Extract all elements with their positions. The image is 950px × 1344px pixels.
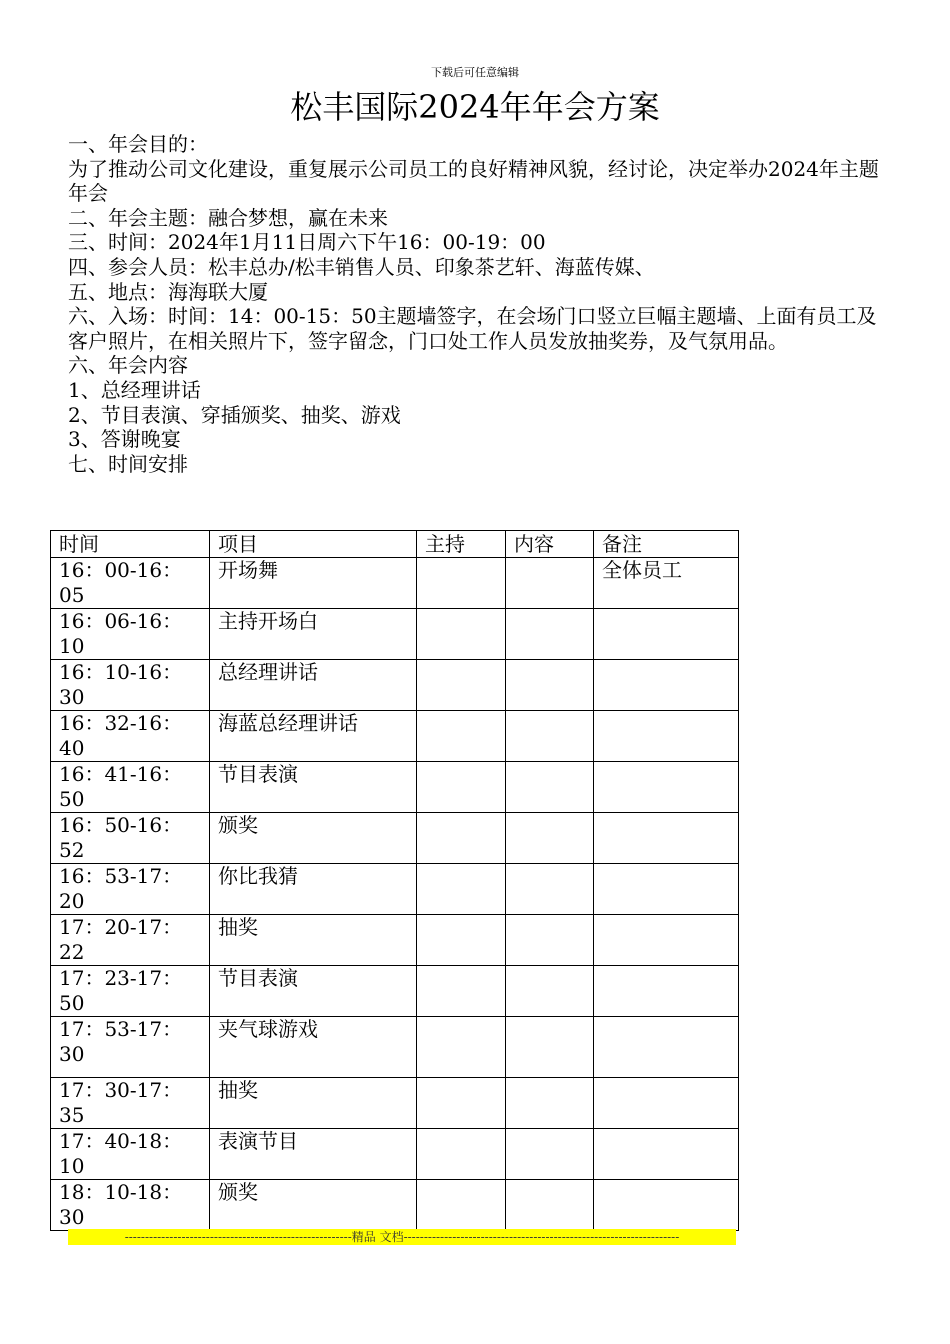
cell-time: 17：53-17：30	[51, 1017, 210, 1078]
cell-note	[594, 762, 739, 813]
cell-item: 你比我猜	[210, 864, 417, 915]
cell-time: 16：32-16：40	[51, 711, 210, 762]
table-row	[51, 966, 739, 1017]
cell-time: 18：10-18：30	[51, 1180, 210, 1231]
table-row	[51, 660, 739, 711]
cell-item: 海蓝总经理讲话	[210, 711, 417, 762]
cell-host	[417, 711, 506, 762]
cell-note	[594, 660, 739, 711]
cell-item: 颁奖	[210, 813, 417, 864]
cell-content	[506, 1180, 594, 1231]
cell-host	[417, 762, 506, 813]
section-purpose-heading: 一、年会目的：	[68, 132, 208, 156]
cell-time: 16：10-16：30	[51, 660, 210, 711]
document-body	[68, 132, 883, 476]
header-content: 内容	[506, 531, 594, 558]
cell-note: 全体员工	[594, 558, 739, 609]
cell-content	[506, 813, 594, 864]
cell-content	[506, 558, 594, 609]
cell-host	[417, 660, 506, 711]
header-host: 主持	[417, 531, 506, 558]
cell-content	[506, 1017, 594, 1078]
cell-item: 表演节目	[210, 1129, 417, 1180]
table-row	[51, 813, 739, 864]
header-note: 下载后可任意编辑	[431, 66, 519, 79]
table-row	[51, 762, 739, 813]
cell-host	[417, 609, 506, 660]
cell-item: 节目表演	[210, 966, 417, 1017]
cell-time: 16：53-17：20	[51, 864, 210, 915]
section-location: 五、地点：海海联大厦	[68, 279, 268, 304]
table-row	[51, 558, 739, 609]
cell-content	[506, 1129, 594, 1180]
header-time: 时间	[51, 531, 210, 558]
cell-note	[594, 1017, 739, 1078]
section-theme: 二、年会主题：融合梦想，赢在未来	[68, 205, 388, 230]
footer-highlight-bar: --------------------------------------------------------精品 文档--------------------------------------------------------------------	[68, 1229, 736, 1245]
table-header-row	[51, 531, 739, 558]
cell-host	[417, 966, 506, 1017]
cell-content	[506, 966, 594, 1017]
section-schedule-heading: 七、时间安排	[68, 451, 188, 476]
cell-time: 17：23-17：50	[51, 966, 210, 1017]
cell-item: 颁奖	[210, 1180, 417, 1231]
cell-note	[594, 1180, 739, 1231]
cell-item: 主持开场白	[210, 609, 417, 660]
section-entrance: 六、入场：时间：14：00-15：50主题墙签字，在会场门口竖立巨幅主题墙、上面有员工及客户照片，在相关照片下，签字留念，门口处工作人员发放抽奖券，及气氛用品。	[68, 304, 877, 353]
table-row	[51, 1078, 739, 1129]
cell-note	[594, 1078, 739, 1129]
cell-item: 总经理讲话	[210, 660, 417, 711]
cell-item: 开场舞	[210, 558, 417, 609]
cell-content	[506, 915, 594, 966]
cell-host	[417, 915, 506, 966]
cell-host	[417, 1078, 506, 1129]
section-content-heading: 六、年会内容	[68, 353, 188, 378]
content-item-3: 3、答谢晚宴	[68, 427, 181, 452]
cell-host	[417, 813, 506, 864]
cell-time: 17：30-17：35	[51, 1078, 210, 1129]
header-note: 备注	[594, 531, 739, 558]
cell-note	[594, 966, 739, 1017]
cell-note	[594, 813, 739, 864]
cell-time: 16：00-16：05	[51, 558, 210, 609]
table-row	[51, 711, 739, 762]
content-item-1: 1、总经理讲话	[68, 377, 201, 402]
section-time: 三、时间：2024年1月11日周六下午16：00-19：00	[68, 230, 546, 255]
document-title: 松丰国际2024年年会方案	[290, 88, 660, 126]
cell-time: 16：41-16：50	[51, 762, 210, 813]
cell-host	[417, 1017, 506, 1078]
cell-content	[506, 864, 594, 915]
cell-content	[506, 1078, 594, 1129]
cell-time: 16：06-16：10	[51, 609, 210, 660]
cell-note	[594, 711, 739, 762]
cell-item: 抽奖	[210, 915, 417, 966]
table-row	[51, 1129, 739, 1180]
cell-time: 16：50-16：52	[51, 813, 210, 864]
cell-item: 夹气球游戏	[210, 1017, 417, 1078]
section-attendees: 四、参会人员：松丰总办/松丰销售人员、印象茶艺轩、海蓝传媒、	[68, 254, 655, 279]
table-row	[51, 915, 739, 966]
cell-content	[506, 609, 594, 660]
schedule-table	[50, 530, 739, 1231]
cell-item: 节目表演	[210, 762, 417, 813]
cell-host	[417, 1129, 506, 1180]
header-item: 项目	[210, 531, 417, 558]
content-item-2: 2、节目表演、穿插颁奖、抽奖、游戏	[68, 402, 401, 427]
table-row	[51, 609, 739, 660]
cell-time: 17：40-18：10	[51, 1129, 210, 1180]
cell-host	[417, 864, 506, 915]
cell-time: 17：20-17：22	[51, 915, 210, 966]
cell-note	[594, 864, 739, 915]
cell-item: 抽奖	[210, 1078, 417, 1129]
cell-content	[506, 711, 594, 762]
table-row	[51, 1017, 739, 1078]
cell-content	[506, 762, 594, 813]
cell-content	[506, 660, 594, 711]
cell-note	[594, 1129, 739, 1180]
cell-note	[594, 609, 739, 660]
cell-host	[417, 1180, 506, 1231]
cell-note	[594, 915, 739, 966]
purpose-paragraph: 为了推动公司文化建设，重复展示公司员工的良好精神风貌，经讨论，决定举办2024年主题年会	[68, 156, 879, 206]
cell-host	[417, 558, 506, 609]
table-row	[51, 1180, 739, 1231]
table-row	[51, 864, 739, 915]
